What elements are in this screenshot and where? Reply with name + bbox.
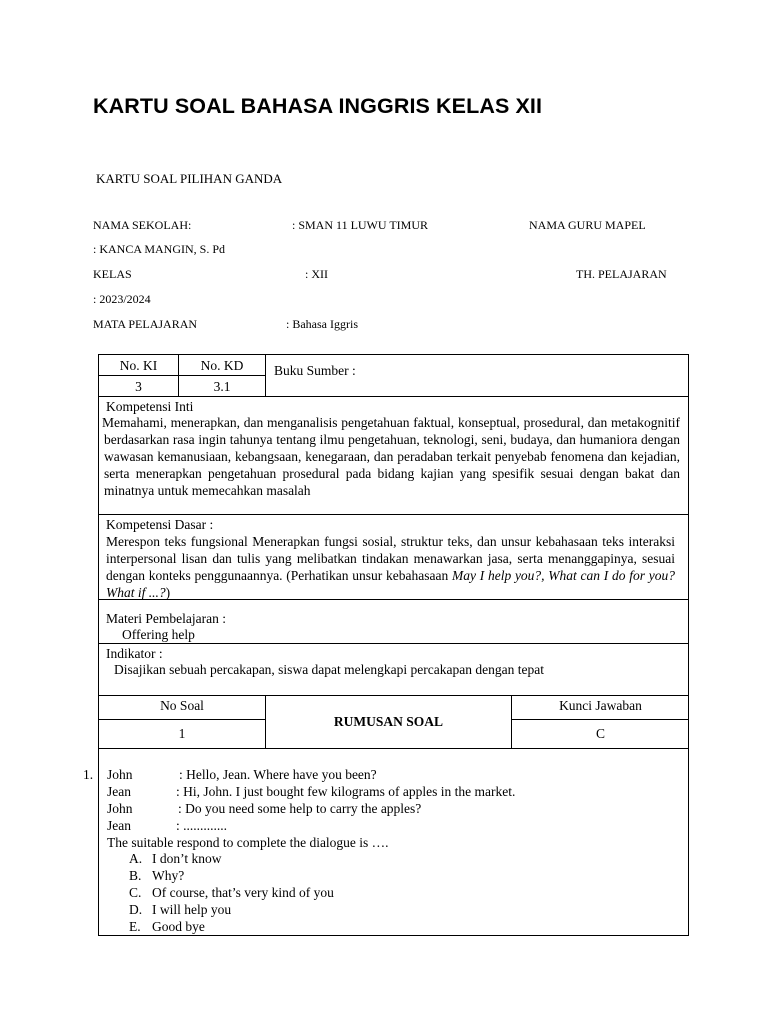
row-line-4 <box>98 643 689 644</box>
no-soal-value: 1 <box>178 726 186 741</box>
dialogue-line: : Hello, Jean. Where have you been? <box>179 767 377 782</box>
option-letter: D. <box>129 902 143 917</box>
option-text: Good bye <box>152 919 205 934</box>
materi-label: Materi Pembelajaran : <box>106 611 226 626</box>
indikator-value: Disajikan sebuah percakapan, siswa dapat melengkapi percakapan dengan tepat <box>114 662 544 677</box>
dialogue-speaker: Jean <box>107 784 131 799</box>
guru-value: : KANCA MANGIN, S. Pd <box>93 242 226 256</box>
option-letter: E. <box>129 919 141 934</box>
sekolah-value: : SMAN 11 LUWU TIMUR <box>292 218 429 232</box>
dialogue-line: : ............. <box>176 818 228 833</box>
indikator-label: Indikator : <box>106 646 163 661</box>
option-text: I don’t know <box>152 851 222 866</box>
kompetensi-dasar-text <box>106 533 675 601</box>
guru-label: NAMA GURU MAPEL <box>529 218 646 232</box>
option-letter: C. <box>129 885 142 900</box>
dialogue-line: : Hi, John. I just bought few kilograms of apples in the market. <box>176 784 516 799</box>
question-prompt: The suitable respond to complete the dialogue is …. <box>107 835 389 850</box>
mapel-label: MATA PELAJARAN <box>93 317 198 331</box>
row-line-7 <box>98 748 689 749</box>
sekolah-label: NAMA SEKOLAH: <box>93 218 192 232</box>
question-number: 1. <box>83 767 94 782</box>
option-text: Why? <box>152 868 185 883</box>
dialogue-speaker: Jean <box>107 818 131 833</box>
row-line-6a <box>98 719 266 720</box>
kompetensi-inti-text: Memahami, menerapkan, dan menganalisis pengetahuan faktual, konseptual, prosedural, dan metakognitif berdasarkan rasa ingin tahunya tentang ilmu pengetahuan, teknologi, seni, budaya, dan humaniora dengan wawasan kemanusiaan, kebangsaan, kenegaraan, dan peradaban terkait penyebab fenomena dan kejadian, serta menerapkan pengetahuan prosedural pada bidang kajian yang spesifik sesuai dengan bakat dan minatnya untuk memecahkan masalah <box>102 415 680 498</box>
kelas-label: KELAS <box>93 267 132 281</box>
no-soal-header: No Soal <box>160 698 204 713</box>
dialogue-line: : Do you need some help to carry the apples? <box>178 801 422 816</box>
kompetensi-dasar-examples: May I help you?, What can I do for you? What if ...? <box>106 568 676 600</box>
kompetensi-inti-label: Kompetensi Inti <box>106 399 194 414</box>
dialogue-speaker: John <box>107 801 133 816</box>
tahun-label: TH. PELAJARAN <box>576 267 667 281</box>
tahun-value: : 2023/2024 <box>93 292 151 306</box>
kunci-jawaban-value: C <box>595 726 605 741</box>
kelas-value: : XII <box>305 267 328 281</box>
document-subtitle: KARTU SOAL PILIHAN GANDA <box>96 171 283 186</box>
row-line-2 <box>98 514 689 515</box>
mapel-value: : Bahasa Iggris <box>286 317 358 331</box>
ki-header: No. KI <box>119 358 158 373</box>
buku-sumber-label: Buku Sumber : <box>274 363 356 378</box>
option-text: I will help you <box>152 902 232 917</box>
kompetensi-dasar-body: Merespon teks fungsional Menerapkan fungsi sosial, struktur teks, dan unsur kebahasaan teks interaksi interpersonal lisan dan tulis yang melibatkan tindakan menawarkan jasa, serta menanggapinya, sesuai dengan konteks penggunaannya. (Perhatikan unsur kebahasaan <box>106 534 675 583</box>
dialogue-speaker: John <box>107 767 133 782</box>
materi-value: Offering help <box>122 627 195 642</box>
rumusan-soal-header: RUMUSAN SOAL <box>333 714 444 729</box>
kompetensi-dasar-close: ) <box>165 585 171 600</box>
option-letter: B. <box>129 868 142 883</box>
row-line-6b <box>511 719 689 720</box>
document-title: KARTU SOAL BAHASA INGGRIS KELAS XII <box>93 94 543 118</box>
row-line-5 <box>98 695 689 696</box>
kd-value: 3.1 <box>213 379 231 394</box>
ki-value: 3 <box>135 379 142 394</box>
kd-header: No. KD <box>200 358 244 373</box>
option-letter: A. <box>129 851 143 866</box>
ki-kd-row-line <box>98 375 266 376</box>
kunci-jawaban-header: Kunci Jawaban <box>559 698 642 713</box>
option-text: Of course, that’s very kind of you <box>152 885 334 900</box>
row-line-1 <box>98 396 689 397</box>
kompetensi-dasar-label: Kompetensi Dasar : <box>106 517 214 532</box>
